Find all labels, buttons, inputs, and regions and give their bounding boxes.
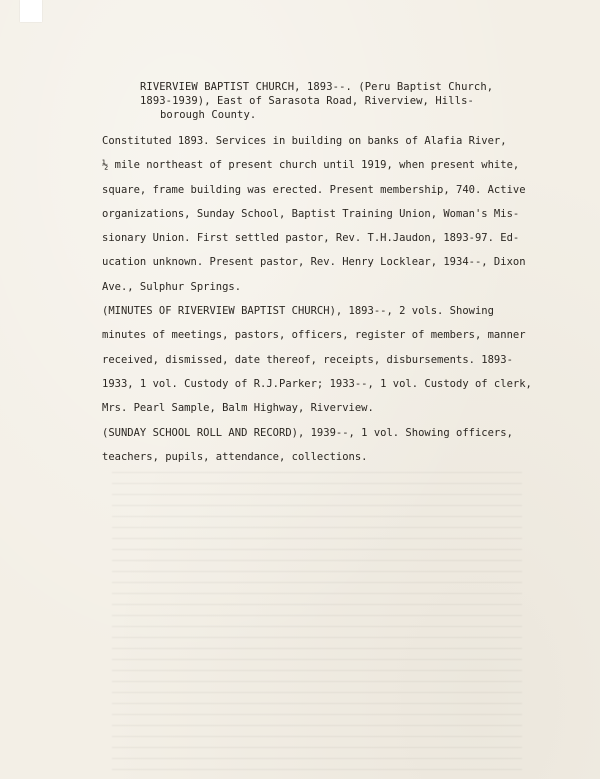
text-line: ½ mile northeast of present church until 1919, when present white, (102, 159, 520, 172)
text-line: (SUNDAY SCHOOL ROLL AND RECORD), 1939--, 1 vol. Showing officers, (102, 426, 513, 439)
text-line: minutes of meetings, pastors, officers, register of members, manner (102, 329, 526, 342)
text-line: square, frame building was erected. Present membership, 740. Active (102, 183, 526, 196)
text-line: Mrs. Pearl Sample, Balm Highway, Riverview. (102, 402, 374, 415)
show-through-text (112, 470, 522, 770)
text-line: sionary Union. First settled pastor, Rev. T.H.Jaudon, 1893-97. Ed- (102, 232, 520, 245)
heading-line: borough County. (160, 109, 257, 121)
heading-line: 1893-1939), East of Sarasota Road, Riverview, Hills- (140, 95, 474, 107)
entry-heading (140, 80, 550, 122)
text-line: teachers, pupils, attendance, collections. (102, 450, 368, 463)
paper-tab (20, 0, 42, 22)
text-line: ucation unknown. Present pastor, Rev. Henry Locklear, 1934--, Dixon (102, 256, 526, 269)
text-line: Ave., Sulphur Springs. (102, 280, 242, 293)
entry-body (102, 129, 542, 469)
text-line: 1933, 1 vol. Custody of R.J.Parker; 1933--, 1 vol. Custody of clerk, (102, 377, 532, 390)
text-line: (MINUTES OF RIVERVIEW BAPTIST CHURCH), 1893--, 2 vols. Showing (102, 305, 494, 318)
heading-line: RIVERVIEW BAPTIST CHURCH, 1893--. (Peru Baptist Church, (140, 81, 494, 93)
text-line: Constituted 1893. Services in building on banks of Alafia River, (102, 135, 507, 147)
text-line: organizations, Sunday School, Baptist Training Union, Woman's Mis- (102, 207, 520, 220)
text-line: received, dismissed, date thereof, receipts, disbursements. 1893- (102, 353, 513, 366)
